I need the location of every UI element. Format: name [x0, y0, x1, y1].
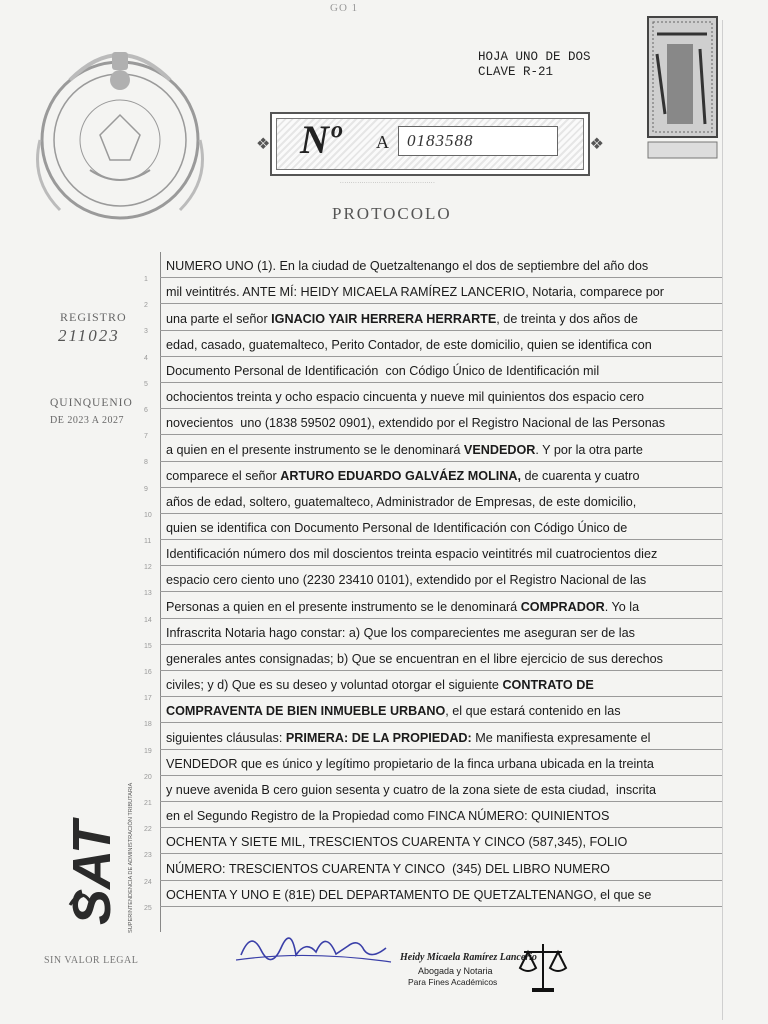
notary-subtitle: Para Fines Académicos	[408, 977, 498, 987]
body-line	[160, 488, 722, 514]
line-number: 17	[144, 695, 152, 703]
body-text-segment: Personas a quien en el presente instrumento se le denominará	[166, 599, 521, 614]
line-number: 25	[144, 904, 152, 912]
registro-number: 211023	[58, 326, 120, 345]
body-text-segment: una parte el señor	[166, 311, 272, 326]
line-number: 18	[144, 721, 152, 729]
body-line	[160, 409, 722, 435]
line-number: 11	[144, 538, 152, 545]
notary-title: Abogada y Notaria	[418, 966, 493, 976]
quinquenio-label: QUINQUENIO	[50, 397, 133, 409]
body-bold-text: COMPRADOR	[520, 599, 605, 614]
body-text-segment: . Yo la	[604, 599, 640, 614]
body-text-segment: quien se identifica con Documento Personal de Identificación con Código Único de	[166, 521, 628, 536]
line-number: 12	[144, 564, 152, 572]
body-bold-text: VENDEDOR	[463, 442, 536, 457]
body-text-segment: , el que estará contenido en las	[445, 704, 621, 719]
sat-logo-text: SAT	[62, 821, 122, 925]
section-title: PROTOCOLO	[332, 204, 452, 223]
line-number: 10	[144, 511, 152, 519]
line-number: 24	[144, 878, 152, 886]
line-number: 22	[144, 826, 152, 834]
body-text-segment: Me manifiesta expresamente el	[471, 730, 651, 745]
body-line	[160, 619, 722, 645]
sheet-label: HOJA UNO DE DOS	[478, 50, 591, 64]
body-bold-text: PRIMERA: DE LA PROPIEDAD:	[285, 730, 472, 745]
body-text-segment: generales antes consignadas; b) Que se encuentran en el libre ejercicio de sus derechos	[166, 652, 663, 666]
quinquenio-range: DE 2023 A 2027	[50, 415, 124, 426]
protocol-number: 0183588	[407, 131, 474, 150]
body-line	[160, 776, 722, 802]
body-line	[160, 304, 722, 330]
body-text-segment: . Y por la otra parte	[535, 442, 643, 457]
page-code: GO 1	[330, 2, 359, 14]
line-number: 19	[144, 747, 152, 755]
line-number: 21	[144, 800, 152, 807]
body-text-segment: de cuarenta y cuatro	[521, 468, 640, 483]
body-text-segment: años de edad, soltero, guatemalteco, Administrador de Empresas, de este domicilio,	[166, 494, 637, 509]
body-text-segment: Documento Personal de Identificación con Código Único de Identificación mil	[166, 363, 600, 378]
body-line	[160, 331, 722, 357]
line-number: 8	[144, 459, 148, 467]
protocol-serie: A	[376, 132, 389, 152]
body-line	[160, 802, 722, 828]
line-number: 14	[144, 616, 152, 624]
guatemala-seal-icon	[30, 40, 210, 230]
page-border	[722, 20, 723, 1020]
line-number: 3	[144, 328, 148, 336]
body-line	[160, 750, 722, 776]
body-line	[160, 723, 722, 749]
body-line	[160, 278, 722, 304]
notary-signature-name: Heidy Micaela Ramírez Lancerio	[400, 952, 537, 963]
body-text-segment: en el Segundo Registro de la Propiedad como FINCA NÚMERO: QUINIENTOS	[166, 809, 610, 824]
body-text-segment: OCHENTA Y SIETE MIL, TRESCIENTOS CUARENTA Y CINCO (587,345), FOLIO	[166, 835, 628, 850]
body-text-segment: Infrascrita Notaria hago constar: a) Que los comparecientes me aseguran ser de las	[166, 625, 635, 640]
line-number: 6	[144, 407, 148, 414]
body-text-segment: ochocientos treinta y ocho espacio cincuenta y nueve mil quinientos dos espacio cero	[166, 390, 645, 405]
body-text-segment: y nueve avenida B cero guion sesenta y cuatro de la zona siete de esta ciudad, inscrita	[166, 782, 656, 797]
body-line	[160, 854, 722, 880]
line-number: 15	[144, 642, 152, 650]
sin-valor-legal: SIN VALOR LEGAL	[44, 955, 139, 966]
registro-label: REGISTRO	[60, 310, 127, 324]
sat-logo	[62, 755, 142, 935]
body-line	[160, 383, 722, 409]
body-text-segment: , de treinta y dos años de	[496, 311, 638, 326]
body-text-segment: NÚMERO: TRESCIENTOS CUARENTA Y CINCO (345) DEL LIBRO NUMERO	[166, 861, 610, 876]
body-line	[160, 462, 722, 488]
body-text-segment: edad, casado, guatemalteco, Perito Contador, de este domicilio, quien se identifica con	[166, 337, 652, 352]
body-line	[160, 252, 722, 278]
ornament-left-icon: ❖	[256, 136, 271, 153]
body-text-segment: civiles; y d) Que es su deseo y voluntad otorgar el siguiente	[166, 678, 503, 693]
body-bold-text: ARTURO EDUARDO GALVÁEZ MOLINA,	[280, 468, 521, 483]
sheet-key: CLAVE R-21	[478, 65, 554, 79]
line-number: 23	[144, 852, 152, 860]
number-symbol: Nº	[300, 117, 341, 162]
ornament-right-icon: ❖	[589, 136, 604, 153]
body-line	[160, 514, 722, 540]
body-line	[160, 566, 722, 592]
body-text-segment: a quien en el presente instrumento se le denominará	[166, 442, 464, 457]
signature-scribble	[236, 920, 396, 980]
body-line	[160, 697, 722, 723]
body-text-segment: OCHENTA Y UNO E (81E) DEL DEPARTAMENTO DE QUETZALTENANGO, el que se	[166, 887, 652, 902]
body-line	[160, 671, 722, 697]
line-number: 7	[144, 433, 148, 441]
body-line	[160, 540, 722, 566]
line-number: 2	[144, 302, 148, 310]
line-number: 5	[144, 380, 148, 388]
body-text-segment: novecientos uno (1838 59502 0901), extendido por el Registro Nacional de las Personas	[166, 416, 666, 431]
body-bold-text: IGNACIO YAIR HERRERA HERRARTE	[271, 311, 497, 326]
line-number: 16	[144, 669, 152, 676]
body-text-segment: espacio cero ciento uno (2230 23410 0101), extendido por el Registro Nacional de las	[166, 573, 647, 588]
body-text-segment: comparece el señor	[166, 468, 281, 483]
body-line	[160, 435, 722, 461]
revenue-stamp-icon	[645, 14, 720, 164]
protocol-number-box	[256, 112, 604, 176]
line-number: 1	[144, 276, 148, 283]
body-text-segment: NUMERO UNO (1). En la ciudad de Quetzaltenango el dos de septiembre del año dos	[166, 259, 649, 274]
sat-logo-subtitle: SUPERINTENDENCIA DE ADMINISTRACIÓN TRIBUTARIA	[128, 782, 134, 933]
body-text-segment: mil veintitrés. ANTE MÍ: HEIDY MICAELA RAMÍREZ LANCERIO, Notaria, comparece por	[166, 285, 664, 300]
body-line	[160, 828, 722, 854]
line-number: 13	[144, 590, 152, 598]
line-number: 4	[144, 354, 148, 362]
fine-print: ············································	[340, 180, 436, 186]
body-line	[160, 592, 722, 618]
scales-of-justice-icon	[518, 940, 568, 995]
line-number: 20	[144, 773, 152, 781]
body-text-segment: Identificación número dos mil doscientos treinta espacio veintitrés mil cuatrocientos diez	[166, 547, 658, 562]
body-text-segment: VENDEDOR que es único y legítimo propietario de la finca urbana ubicada en la treinta	[166, 756, 654, 771]
body-text-segment: siguientes cláusulas:	[166, 730, 286, 745]
line-number: 9	[144, 485, 148, 493]
protocol-body	[160, 252, 722, 907]
body-bold-text: COMPRAVENTA DE BIEN INMUEBLE URBANO	[166, 704, 446, 719]
body-line	[160, 881, 722, 907]
body-bold-text: CONTRATO DE	[502, 678, 594, 693]
body-line	[160, 645, 722, 671]
body-line	[160, 357, 722, 383]
